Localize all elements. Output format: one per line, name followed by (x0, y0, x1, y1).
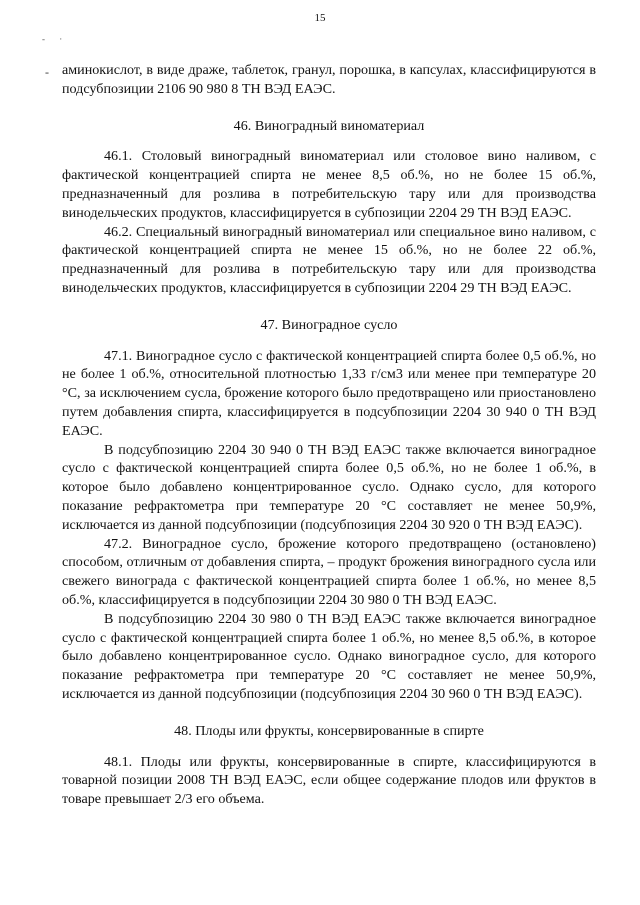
section-heading-46: 46. Виноградный виноматериал (233, 117, 425, 134)
paragraph-48-1: 48.1. Плоды или фрукты, консервированные в спирте, классифицируются в товарной позиции 2008 ТН ВЭД ЕАЭС, если общее содержание плодов или фруктов в товаре превышает 2/3 его объема. (62, 753, 596, 808)
paragraph-47-1-note: В подсубпозицию 2204 30 940 0 ТН ВЭД ЕАЭС также включается виноградное сусло с фактической концентрацией спирта более 0,5 об.%, но не более 1 об.%, в которое было добавлено концентрированное сусло. Однако сусло, для которого показание рефрактометра при температуре 20 °С составляет не менее 50,9%, исключается из данной подсубпозиции (подсубпозиция 2204 30 920 0 ТН ВЭД ЕАЭС). (62, 441, 596, 533)
paragraph-46-1: 46.1. Столовый виноградный виноматериал или столовое вино наливом, с фактической концентрацией спирта не менее 8,5 об.%, но не более 15 об.%, предназначенный для розлива в потребительскую тару или для производства винодельческих продуктов, классифицируется в субпозиции 2204 29 ТН ВЭД ЕАЭС. (62, 148, 596, 221)
page-number: 15 (314, 12, 326, 24)
left-dash: - (45, 65, 49, 79)
paragraph-47-1: 47.1. Виноградное сусло с фактической концентрацией спирта более 0,5 об.%, но не более 1 об.%, относительной плотностью 1,33 г/см3 или менее при температуре 20 °С, за исключением сусла, брожение которого было предотвращено или приостановлено путем добавления спирта, классифицируется в подсубпозиции 2204 30 940 0 ТН ВЭД ЕАЭС. (62, 347, 596, 439)
intro-paragraph: аминокислот, в виде драже, таблеток, гранул, порошка, в капсулах, классифицируются в подсубпозиции 2106 90 980 8 ТН ВЭД ЕАЭС. (62, 62, 596, 97)
section-heading-48: 48. Плоды или фрукты, консервированные в спирте (174, 722, 484, 739)
paragraph-47-2: 47.2. Виноградное сусло, брожение которого предотвращено (остановлено) способом, отличным от добавления спирта, – продукт брожения виноградного сусла или свежего винограда с фактической концентрацией спирта более 1 об.%, но менее 8,5 об.%, классифицируется в подсубпозиции 2204 30 980 0 ТН ВЭД ЕАЭС. (62, 535, 596, 608)
paragraph-46-2: 46.2. Специальный виноградный виноматериал или специальное вино наливом, с фактической концентрацией спирта не менее 15 об.%, но не более 22 об.%, предназначенный для розлива в потребительскую тару или для производства винодельческих продуктов, классифицируется в субпозиции 2204 29 ТН ВЭД ЕАЭС. (62, 223, 596, 296)
section-heading-47: 47. Виноградное сусло (260, 316, 398, 333)
scan-marks: - · (42, 34, 69, 44)
document-body (62, 61, 596, 809)
paragraph-47-2-note: В подсубпозицию 2204 30 980 0 ТН ВЭД ЕАЭС также включается виноградное сусло с фактической концентрацией спирта более 1 об.%, но менее 8,5 об.%, в которое было добавлено концентрированное сусло. Однако виноградное сусло, для которого показание рефрактометра при температуре 20 °С составляет не менее 50,9%, исключается из данной подсубпозиции (подсубпозиция 2204 30 960 0 ТН ВЭД ЕАЭС). (62, 610, 596, 702)
